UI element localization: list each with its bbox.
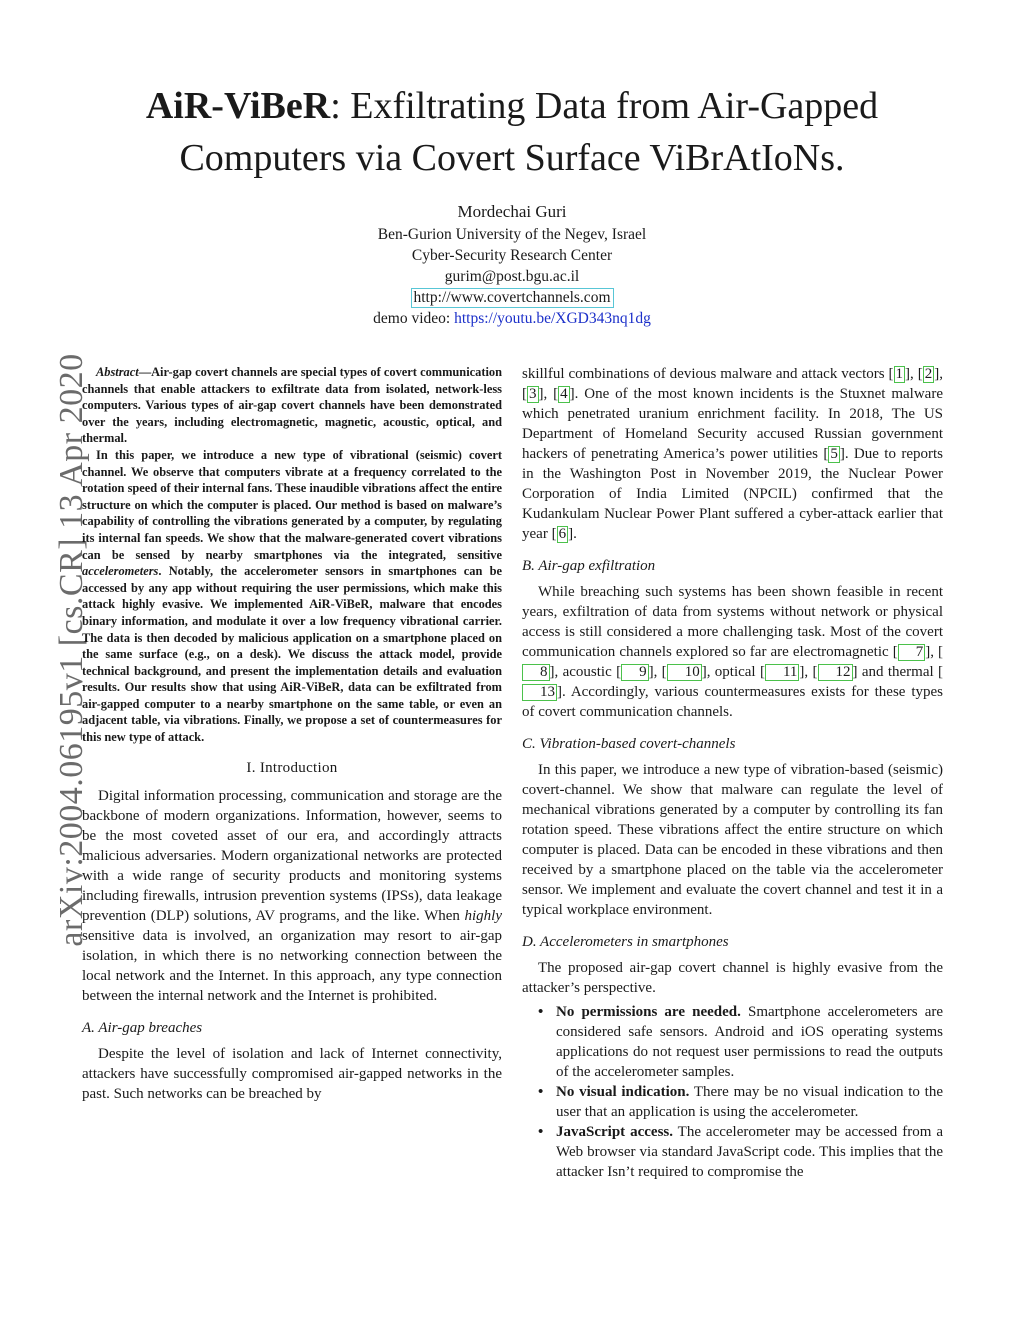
title-bold-part: AiR-ViBeR xyxy=(145,85,331,127)
author-email: gurim@post.bgu.ac.il xyxy=(444,268,580,285)
abstract-paragraph-1: Abstract—Air-gap covert channels are special types of covert communication channels that enable attackers to exfiltrate data from isolated, network-less computers. Various types of air-gap covert channels have been demonstrated over the years, including electromagnetic, magnetic, acoustic, optical, and thermal. xyxy=(82,365,502,446)
right-column xyxy=(522,364,943,1182)
author-affiliation: Ben-Gurion University of the Negev, Israel xyxy=(377,226,647,243)
title-rest: : Exfiltrating Data from Air-Gapped Computers via Covert Surface ViBrAtIoNs. xyxy=(179,85,879,179)
section-c-paragraph: In this paper, we introduce a new type of vibration-based (seismic) covert-channel. We show that malware can regulate the level of mechanical vibrations generated by a computer by controlling its fan rotation speed. These vibrations affect the entire structure on which computer is placed. Data can be encoded in these vibrations and then received by a smartphone placed on the table via the accelerometer sensor. We implement and evaluate the covert channel and test it in a typical workplace environment. xyxy=(522,762,943,918)
section-b-body xyxy=(522,582,943,722)
citation-link[interactable]: 2 xyxy=(924,366,933,382)
section-a-heading: A. Air-gap breaches xyxy=(82,1019,203,1036)
abstract-label: Abstract xyxy=(96,365,139,379)
section-c-heading: C. Vibration-based covert-channels xyxy=(522,736,736,752)
section-a-body xyxy=(82,1044,502,1104)
citation-link[interactable]: 12 xyxy=(818,664,853,681)
paper-title xyxy=(80,80,944,184)
citation-link[interactable]: 7 xyxy=(898,644,926,661)
list-item: • JavaScript access. The accelerometer may be accessed from a Web browser via standard JavaScript code. This implies that the attacker Isn’t required to compromise the xyxy=(538,1124,943,1180)
section-b-heading: B. Air-gap exfiltration xyxy=(522,558,656,574)
left-column xyxy=(82,364,502,1104)
author-center: Cyber-Security Research Center xyxy=(411,247,613,264)
section-a-continuation xyxy=(522,364,943,544)
demo-video-line xyxy=(80,308,944,329)
citation-link[interactable]: 6 xyxy=(558,526,567,542)
bullet-glyph: • xyxy=(538,1004,544,1020)
list-item: • No visual indication. There may be no visual indication to the user that an application is using the accelerometer. xyxy=(538,1084,943,1120)
citation-link[interactable]: 5 xyxy=(830,446,838,462)
demo-video-label: demo video: xyxy=(373,310,455,327)
section-a-continued-paragraph: skillful combinations of devious malware and attack vectors [ 1 ], [ 2 ], [ 3 ], [ 4 ]. One of the most known incidents is the Stuxnet malware which penetrated uranium enrichment facility. In 2018, The US Department of Homeland Security accused Russian government hackers of penetrating America’s power utilities [ 5 ]. Due to reports in the Washington Post in November 2019, the Nuclear Power Corporation of India Limited (NPCIL) confirmed that the Kudankulam Nuclear Power Plant suffered a cyber-attack earlier that year [ 6 ]. xyxy=(522,366,943,542)
section-a-paragraph: Despite the level of isolation and lack of Internet connectivity, attackers have successfully compromised air-gapped networks in the past. Such networks can be breached by xyxy=(82,1045,502,1102)
abstract xyxy=(82,364,502,746)
citation-link[interactable]: 1 xyxy=(895,366,904,382)
section-d-heading: D. Accelerometers in smartphones xyxy=(522,934,729,950)
citation-link[interactable]: 4 xyxy=(560,386,568,402)
section-d-paragraph: The proposed air-gap covert channel is highly evasive from the attacker’s perspective. xyxy=(522,960,943,996)
citation-link[interactable]: 10 xyxy=(667,664,702,681)
intro-body xyxy=(82,786,502,1006)
section-c-body xyxy=(522,760,943,920)
intro-paragraph: Digital information processing, communication and storage are the backbone of modern organizations. Information, however, seems to be the most coveted asset of our era, and accordingly attracts malicious adversaries. Modern organizational networks are protected with a wide range of security products and monitoring systems including firewalls, intrusion prevention systems (IPSs), data leakage prevention (DLP) solutions, AV programs, and the like. When highly sensitive data is involved, an organization may resort to air-gap isolation, in which there is no networking connection between the local network and the Internet. In this approach, any type connection between the internal network and the Internet is prohibited. xyxy=(82,787,502,1004)
author-block xyxy=(80,200,944,329)
citation-link[interactable]: 11 xyxy=(765,664,799,681)
feature-bullet-list xyxy=(522,1002,943,1182)
citation-link[interactable]: 9 xyxy=(621,664,649,681)
author-name: Mordechai Guri xyxy=(457,202,567,221)
abstract-paragraph-2: In this paper, we introduce a new type of vibrational (seismic) covert channel. We observe that computers vibrate at a frequency correlated to the rotation speed of their internal fans. These inaudible vibrations affect the entire structure on which the computer is placed. Our method is based on malware’s capability of controlling the vibrations generated by a computer, by regulating its internal fan speeds. We show that the malware-generated covert vibrations can be sensed by nearby smartphones via the integrated, sensitive accelerometers. Notably, the accelerometer sensors in smartphones can be accessed by any app without requiring the user permissions, which make this attack highly evasive. We implemented AiR-ViBeR, malware that encodes binary information, and modulate it over a low frequency vibrational carrier. The data is then decoded by malicious application on a smartphone placed on the same surface (e.g., on a desk). We discuss the attack model, provide technical background, and present the implementation details and evaluation results. Our results show that using AiR-ViBeR, data can be exfiltrated from air-gapped computer to a nearby smartphone on the same table, or even an adjacent table, via vibrations. Finally, we propose a set of countermeasures for this new type of attack. xyxy=(82,447,502,745)
citation-link[interactable]: 8 xyxy=(522,664,550,681)
section-b-paragraph: While breaching such systems has been shown feasible in recent years, exfiltration of data from systems without network or physical access is still considered a more challenging task. Most of the covert communication channels explored so far are electromagnetic [ 7 ], [8 ], acoustic [ 9 ], [ 10 ], optical [ 11 ], [ 12 ] and thermal [13 ]. Accordingly, various countermeasures exists for these types of covert communication channels. xyxy=(522,584,943,720)
arxiv-identifier: arXiv:2004.06195v1 [cs.CR] 13 Apr 2020 xyxy=(53,353,90,947)
bullet-glyph: • xyxy=(538,1124,544,1140)
website-link[interactable]: http://www.covertchannels.com xyxy=(411,288,614,308)
citation-link[interactable]: 3 xyxy=(529,386,537,402)
section-d-body xyxy=(522,958,943,1182)
list-item: • No permissions are needed. Smartphone accelerometers are considered safe sensors. Android and iOS operating systems applications do not request user permissions to read the outputs of the accelerometer samples. xyxy=(538,1004,943,1080)
demo-video-link[interactable]: https://youtu.be/XGD343nq1dg xyxy=(454,310,651,327)
intro-heading: I. Introduction xyxy=(246,759,338,776)
citation-link[interactable]: 13 xyxy=(522,684,557,701)
bullet-glyph: • xyxy=(538,1084,544,1100)
